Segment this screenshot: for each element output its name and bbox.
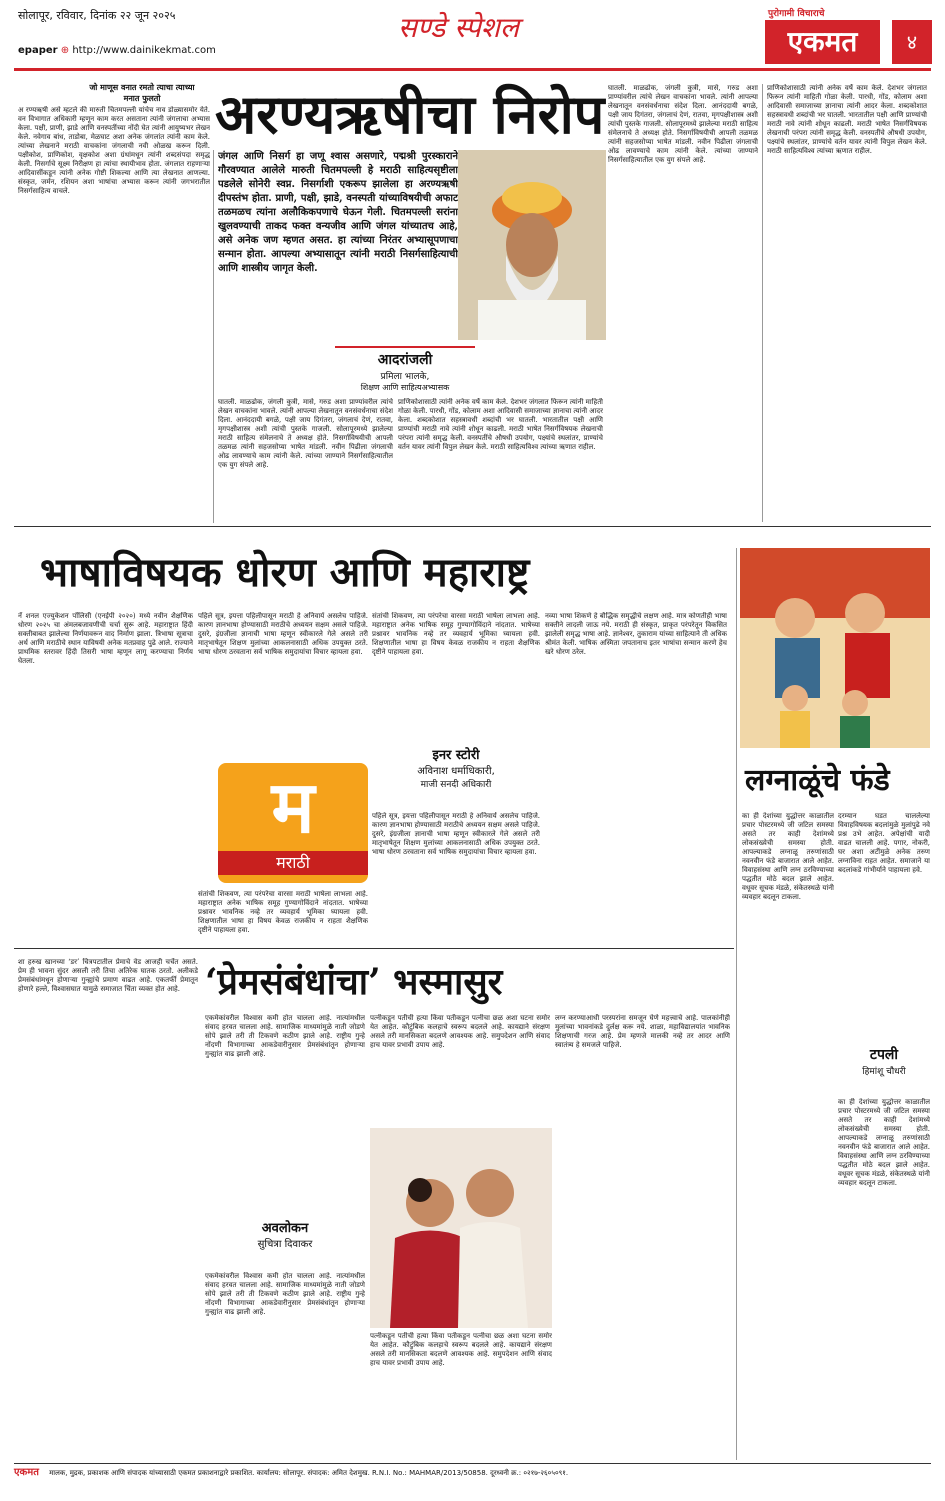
site-url[interactable]: http://www.dainikekmat.com — [72, 45, 216, 56]
story1-col2b: घातली. माळढोक, जंगली कुत्री, मासे, गरुड अशा प्राण्यांवरील त्यांचे लेखन वाचकांना भावले. त्यांनी आपल्या लेखनातून वनसंवर्धनाचा संदेश दिला. आनंददायी बगळे, पक्षी जाय दिगंतरा, जंगलाचं देणं, रातवा, मृगपक्षीशास्त्र अशी त्यांची पुस्तके गाजली. सोलापूरमध्ये झालेल्या मराठी साहित्य संमेलनाचे ते अध्यक्ष होते. निसर्गाविषयीची आपली तळमळ त्यांनी सहजसोप्या भाषेत मांडली. नवीन पिढीला जंगलाची ओढ लावण्याचे काम त्यांनी केले. त्यांच्या जाण्याने निसर्गसाहित्यातील एक युग संपले आहे. — [218, 398, 393, 469]
byline-role: माजी सनदी अधिकारी — [420, 780, 492, 790]
divider — [736, 548, 737, 1460]
byline-author: अविनाश धर्माधिकारी, — [417, 766, 495, 777]
story3-col2: दरम्यान घडत चाललेल्या विवाहविषयक बदलांमुळे मुलांपुढे नवे प्रश्न उभे आहेत. अपेक्षांची यादी वाढत चालली आहे. पगार, नोकरी, घर अशा अटींमुळे अनेक तरुण लग्नाविना राहत आहेत. समाजाने या बदलांकडे गांभीर्याने पाहायला हवे. — [838, 812, 930, 874]
byline-author: हिमांशू चौधरी — [862, 1067, 906, 1077]
story1-col1: अ रण्यऋषी असे म्हटले की मारुती चितमपल्ली यांचेच नाव डोळ्यासमोर येते. वन विभागात अधिकारी म्हणून काम करत असताना त्यांनी जंगलाचा अभ्यास केला. पक्षी, प्राणी, झाडे आणि वनस्पतींच्या नोंदी घेत त्यांनी आयुष्यभर लेखन केले. नवेगाव बांध, ताडोबा, मेळघाट अशा अनेक जंगलांत त्यांनी काम केले. त्यांच्या लेखनाने मराठी वाचकांना जंगलाची नवी ओळख करून दिली. पक्षीकोश, प्राणिकोश, वृक्षकोश अशा ग्रंथांमधून त्यांनी शब्दसंपदा समृद्ध केली. निसर्गाचे सूक्ष्म निरीक्षण हा त्यांचा स्थायीभाव होता. जंगलात राहणाऱ्या आदिवासींकडून त्यांनी अनेक गोष्टी शिकल्या आणि त्या लेखनात आणल्या. संस्कृत, जर्मन, रशियन अशा भाषांचा अभ्यास करून त्यांनी जगभरातील निसर्गसाहित्य वाचले. — [18, 106, 210, 195]
tribute-box — [335, 346, 475, 394]
story3-headline: लग्नाळूंचे फंडे — [745, 763, 890, 798]
story3-col1: का ही देशांच्या युद्धोत्तर काळातील प्रचार पोस्टरमध्ये जी जटिल समस्या असते तर काही देशांमध्ये लोकसंख्येची समस्या होती. आपल्याकडे लग्नाळू तरुणांसाठी नवनवीन फंडे बाजारात आले आहेत. विवाहसंस्था आणि लग्न ठरविण्याच्या पद्धतीत मोठे बदल झाले आहेत. वधूवर सूचक मंडळे, संकेतस्थळे यांनी व्यवहार बदलून टाकला. — [742, 812, 834, 901]
story1-col3: प्राणिकोशासाठी त्यांनी अनेक वर्षे काम केले. देशभर जंगलात फिरून त्यांनी माहिती गोळा केली. पारधी, गोंड, कोलाम अशा आदिवासी समाजाच्या ज्ञानाचा त्यांनी आदर केला. शब्दकोशात सहस्त्रावधी शब्दांची भर घातली. भारतातील पक्षी आणि प्राण्यांची मराठी नावे त्यांनी शोधून काढली. मराठी भाषेत निसर्गविषयक लेखनाची परंपरा त्यांनी समृद्ध केली. वनस्पतींचे औषधी उपयोग, पक्ष्यांचे स्थलांतर, प्राण्यांचे वर्तन यावर त्यांनी विपुल लेखन केले. मराठी साहित्यविश्व त्यांच्या ऋणात राहील. — [767, 84, 927, 155]
footer-logo: एकमत — [14, 1467, 39, 1478]
section-divider — [14, 948, 734, 949]
story4-col2: एकमेकांवरील विश्वास कमी होत चालला आहे. नात्यांमधील संवाद हरवत चालला आहे. सामाजिक माध्यमांमुळे नाती जोडणे सोपे झाले तरी ती टिकवणे कठीण झाले आहे. राष्ट्रीय गुन्हे नोंदणी विभागाच्या आकडेवारीनुसार प्रेमसंबंधांतून होणाऱ्या गुन्ह्यांत वाढ झाली आहे. — [205, 1014, 365, 1058]
story4-col2b: एकमेकांवरील विश्वास कमी होत चालला आहे. नात्यांमधील संवाद हरवत चालला आहे. सामाजिक माध्यमांमुळे नाती जोडणे सोपे झाले तरी ती टिकवणे कठीण झाले आहे. राष्ट्रीय गुन्हे नोंदणी विभागाच्या आकडेवारीनुसार प्रेमसंबंधांतून होणाऱ्या गुन्ह्यांत वाढ झाली आहे. — [205, 1272, 365, 1316]
column-label: टपली — [869, 1047, 899, 1063]
story1-pullquote: जो माणूस वनात रमतो त्याचा त्याच्या मनात फुलतो — [89, 83, 195, 103]
footer-rule — [14, 1463, 931, 1464]
marathi-badge — [218, 763, 368, 883]
story2-col2b: पहिले सूत्र, इयत्ता पहिलीपासून मराठी हे अनिवार्य असलेच पाहिजे. कारण ज्ञानभाषा होण्यासाठी मराठीचे अध्ययन सक्षम असले पाहिजे. दुसरे, इंग्रजीला ज्ञानाची भाषा म्हणून स्वीकारले गेले असले तरी मातृभाषेतून शिक्षण मुलांच्या आकलनासाठी अधिक उपयुक्त ठरते. भाषा धोरण ठरवताना सर्व भाषिक समुदायांचा विचार व्हायला हवा. — [372, 812, 540, 856]
story2-byline — [372, 745, 540, 805]
epaper-link[interactable] — [18, 45, 216, 56]
story4-col3: पत्नीकडून पतीची हत्या किंवा पतीकडून पत्नीचा छळ अशा घटना समोर येत आहेत. कौटुंबिक कलहाचे स्वरूप बदलले आहे. कायद्याने संरक्षण असले तरी मानसिकता बदलणे आवश्यक आहे. समुपदेशन आणि संवाद हाच यावर प्रभावी उपाय आहे. — [370, 1014, 550, 1049]
story2-col3: संतांची शिकवण, त्या परंपरेचा वारसा मराठी भाषेला लाभला आहे. महाराष्ट्रात अनेक भाषिक समूह गुण्यागोविंदाने नांदतात. भाषेच्या प्रश्नावर भावनिक नव्हे तर व्यवहार्य भूमिका घ्यायला हवी. शिक्षणातील भाषा हा विषय केवळ राजकीय न राहता शैक्षणिक दृष्टीने पाहायला हवा. — [372, 612, 540, 656]
wedding-illustration — [370, 1128, 552, 1328]
globe-icon: ⊕ — [60, 45, 70, 56]
column-label: इनर स्टोरी — [432, 748, 480, 763]
tribute-author: प्रमिला भालके, — [380, 372, 430, 382]
story1-col2: घातली. माळढोक, जंगली कुत्री, मासे, गरुड अशा प्राण्यांवरील त्यांचे लेखन वाचकांना भावले. त्यांनी आपल्या लेखनातून वनसंवर्धनाचा संदेश दिला. आनंददायी बगळे, पक्षी जाय दिगंतरा, जंगलाचं देणं, रातवा, मृगपक्षीशास्त्र अशी त्यांची पुस्तके गाजली. सोलापूरमध्ये झालेल्या मराठी साहित्य संमेलनाचे ते अध्यक्ष होते. निसर्गाविषयीची आपली तळमळ त्यांनी सहजसोप्या भाषेत मांडली. नवीन पिढीला जंगलाची ओढ लावण्याचे काम त्यांनी केले. त्यांच्या जाण्याने निसर्गसाहित्यातील एक युग संपले आहे. — [608, 84, 758, 164]
section-divider — [14, 526, 931, 527]
story3-byline — [838, 1045, 930, 1095]
story2-headline: भाषाविषयक धोरण आणि महाराष्ट्र — [40, 549, 530, 596]
story1-col3b: प्राणिकोशासाठी त्यांनी अनेक वर्षे काम केले. देशभर जंगलात फिरून त्यांनी माहिती गोळा केली. पारधी, गोंड, कोलाम अशा आदिवासी समाजाच्या ज्ञानाचा त्यांनी आदर केला. शब्दकोशात सहस्त्रावधी शब्दांची भर घातली. भारतातील पक्षी आणि प्राण्यांची मराठी नावे त्यांनी शोधून काढली. मराठी भाषेत निसर्गविषयक लेखनाची परंपरा त्यांनी समृद्ध केली. वनस्पतींचे औषधी उपयोग, पक्ष्यांचे स्थलांतर, प्राण्यांचे वर्तन यावर त्यांनी विपुल लेखन केले. मराठी साहित्यविश्व त्यांच्या ऋणात राहील. — [398, 398, 603, 451]
tagline: पुरोगामी विचाराचे — [768, 9, 825, 19]
divider — [213, 150, 214, 523]
story2-col4: नव्या भाषा शिकणे हे बौद्धिक समृद्धीचे लक्षण आहे. मात्र कोणतीही भाषा सक्तीने लादली जाऊ नये. मराठी ही संस्कृत, प्राकृत परंपरेतून विकसित झालेली समृद्ध भाषा आहे. ज्ञानेश्वर, तुकाराम यांच्या साहित्याने ती अधिक श्रीमंत केली. भाषिक अस्मिता जपतानाच इतर भाषांचा सन्मान करणे हेच खरे धोरण ठरेल. — [545, 612, 727, 656]
marathi-badge-word: मराठी — [218, 851, 368, 875]
tribute-label: आदरांजली — [377, 352, 433, 368]
epaper-label: epaper — [18, 45, 58, 56]
page-number: ४ — [892, 20, 932, 64]
story1-lead: जंगल आणि निसर्ग हा जणू श्वास असणारे, पद्मश्री पुरस्काराने गौरवण्यात आलेले मारुती चितमपल्ली हे मराठी साहित्यसृष्टीला पडलेले सोनेरी स्वप्न. निसर्गाशी एकरूप झालेला हा अरण्यऋषी दीपस्तंभ होता. प्राणी, पक्षी, झाडे, वनस्पती यांच्याविषयीची अफाट तळमळच त्यांना अलौकिकपणाचे घेऊन गेली. चितमपल्ली सरांना खुलवण्याची ताकद फक्त वन्यजीव आणि जंगल यांच्यातच आहे, असे अनेक जण म्हणत असत. हा त्यांच्या निरंतर अभ्यासूपणाचा सन्मान होता. आपल्या अभ्यासातून त्यांनी मराठी निसर्गसाहित्याची आणि शास्त्रीय जागृत केली. — [218, 151, 458, 274]
story1-headline: अरण्यऋषीचा निरोप — [215, 82, 605, 146]
divider — [762, 84, 763, 522]
column-label: अवलोकन — [261, 1221, 309, 1236]
sunday-special-title: सण्डे स्पेशल — [398, 11, 519, 44]
imprint-text: मालक, मुद्रक, प्रकाशक आणि संपादक यांच्यासाठी एकमत प्रकाशनाद्वारे प्रकाशित. कार्यालय: सोलापूर. संपादक: अमित देशमुख. R.N.I. No.: MAHMAR/2013/50858. दूरध्वनी क्र.: ०२१७-२६०५०९१. — [49, 1469, 569, 1477]
story2-col1: नॅ शनल एज्युकेशन पॉलिसी (एनईपी २०२०) मध्ये नवीन शैक्षणिक धोरण २०२५ चा अंमलबजावणीची चर्चा सुरू आहे. महाराष्ट्रात हिंदी सक्तीबाबत झालेल्या निर्णयावरून वाद निर्माण झाला. त्रिभाषा सूत्राचा अर्थ आणि मराठीचे स्थान याविषयी अनेक मतप्रवाह पुढे आले. राज्याने प्राथमिक स्तरावर हिंदी तिसरी भाषा म्हणून लागू करण्याचा निर्णय घेतला. — [18, 612, 193, 665]
masthead-logo: एकमत — [765, 20, 880, 64]
story2-col2: पहिले सूत्र, इयत्ता पहिलीपासून मराठी हे अनिवार्य असलेच पाहिजे. कारण ज्ञानभाषा होण्यासाठी मराठीचे अध्ययन सक्षम असले पाहिजे. दुसरे, इंग्रजीला ज्ञानाची भाषा म्हणून स्वीकारले गेले असले तरी मातृभाषेतून शिक्षण मुलांच्या आकलनासाठी अधिक उपयुक्त ठरते. भाषा धोरण ठरवताना सर्व भाषिक समुदायांचा विचार व्हायला हवा. — [198, 612, 368, 656]
header-rule — [14, 68, 931, 71]
story4-col3b: पत्नीकडून पतीची हत्या किंवा पतीकडून पत्नीचा छळ अशा घटना समोर येत आहेत. कौटुंबिक कलहाचे स्वरूप बदलले आहे. कायद्याने संरक्षण असले तरी मानसिकता बदलणे आवश्यक आहे. समुपदेशन आणि संवाद हाच यावर प्रभावी उपाय आहे. — [370, 1332, 552, 1367]
story4-byline — [205, 1218, 365, 1268]
wedding-photo — [370, 1128, 552, 1328]
author-portrait — [458, 150, 606, 340]
story4-headline: ‘प्रेमसंबंधांचा’ भस्मासुर — [205, 961, 503, 1003]
story2-col3b: संतांची शिकवण, त्या परंपरेचा वारसा मराठी भाषेला लाभला आहे. महाराष्ट्रात अनेक भाषिक समूह गुण्यागोविंदाने नांदतात. भाषेच्या प्रश्नावर भावनिक नव्हे तर व्यवहार्य भूमिका घ्यायला हवी. शिक्षणातील भाषा हा विषय केवळ राजकीय न राहता शैक्षणिक दृष्टीने पाहायला हवा. — [198, 890, 368, 934]
byline-author: सुचित्रा दिवाकर — [257, 1239, 313, 1250]
propaganda-poster — [740, 548, 930, 748]
dateline: सोलापूर, रविवार, दिनांक २२ जून २०२५ — [18, 9, 176, 22]
story4-col1: शा हरुख खानच्या ‘डर’ चित्रपटातील प्रेमाचे वेड आजही चर्चेत असते. प्रेम ही भावना सुंदर असली तरी तिचा अतिरेक घातक ठरतो. अलीकडे प्रेमसंबंधांमधून होणाऱ्या गुन्ह्यांचे प्रमाण वाढत आहे. एकतर्फी प्रेमातून होणारे हल्ले, विश्वासघात यामुळे समाजात चिंता व्यक्त होत आहे. — [18, 958, 198, 993]
poster-illustration — [740, 548, 930, 748]
tribute-author-role: शिक्षण आणि साहित्यअभ्यासक — [360, 383, 450, 392]
story3-col2b: का ही देशांच्या युद्धोत्तर काळातील प्रचार पोस्टरमध्ये जी जटिल समस्या असते तर काही देशांमध्ये लोकसंख्येची समस्या होती. आपल्याकडे लग्नाळू तरुणांसाठी नवनवीन फंडे बाजारात आले आहेत. विवाहसंस्था आणि लग्न ठरविण्याच्या पद्धतीत मोठे बदल झाले आहेत. वधूवर सूचक मंडळे, संकेतस्थळे यांनी व्यवहार बदलून टाकला. — [838, 1098, 930, 1187]
marathi-badge-letter: म — [271, 764, 315, 849]
portrait-illustration — [458, 150, 606, 340]
imprint — [14, 1468, 931, 1488]
story4-col4: लग्न करण्याआधी परस्परांना समजून घेणे महत्त्वाचे आहे. पालकांनीही मुलांच्या भावनांकडे दुर्लक्ष करू नये. शाळा, महाविद्यालयांत भावनिक शिक्षणाची गरज आहे. प्रेम म्हणजे मालकी नव्हे तर आदर आणि स्वातंत्र्य हे समजले पाहिजे. — [555, 1014, 730, 1049]
